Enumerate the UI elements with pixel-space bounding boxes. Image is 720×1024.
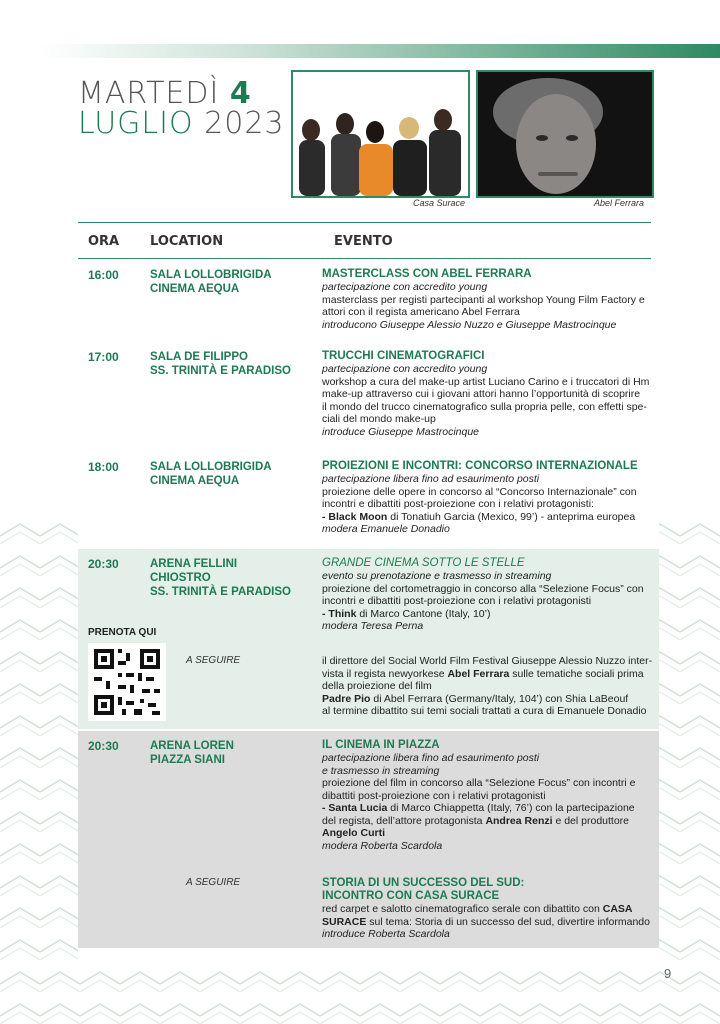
event-time: 18:00 — [88, 460, 119, 474]
caption-abel-ferrara: Abel Ferrara — [594, 198, 645, 208]
event-details — [322, 739, 658, 852]
event-title: MASTERCLASS CON ABEL FERRARA — [322, 268, 532, 280]
event-desc: vista il regista newyorkese — [322, 667, 448, 680]
event-host: introduce Roberta Scardola — [322, 928, 450, 940]
event-host: introduce Giuseppe Mastrocinque — [322, 425, 480, 438]
portrait-illustration — [478, 72, 652, 196]
qr-code[interactable] — [88, 643, 166, 721]
event-desc: del regista, dell’attore protagonista — [322, 814, 486, 827]
location-line: SALA LOLLOBRIGIDA — [150, 461, 272, 473]
event-host: modera Emanuele Donadio — [322, 523, 450, 535]
location-line: CHIOSTRO — [150, 572, 211, 584]
event-details — [322, 460, 658, 536]
photo-abel-ferrara — [476, 70, 654, 198]
location-line: SS. TRINITÀ E PARADISO — [150, 586, 291, 598]
event-desc: incontri e dibattiti post-proiezione con i relativi protagonisti — [322, 595, 592, 607]
page-title-month — [78, 106, 285, 141]
event-desc: al termine dibattito sui temi sociali trattati a cura di Emanuele Donadio — [322, 705, 647, 717]
event-host: modera Roberta Scardola — [322, 839, 443, 852]
event-location — [150, 268, 272, 296]
event-details — [322, 557, 658, 633]
event-row — [78, 460, 659, 546]
event-location — [150, 557, 291, 599]
event-title: INCONTRO CON CASA SURACE — [322, 890, 500, 902]
event-host: modera Teresa Perna — [322, 620, 424, 632]
caption-casa-surace: Casa Surace — [413, 198, 466, 208]
event-desc: e del produttore — [552, 814, 630, 827]
month-word: LUGLIO — [78, 106, 194, 141]
guest-name: Abel Ferrara — [447, 667, 510, 680]
event-row — [78, 268, 659, 342]
film-info: di Marco Cantone (Italy, 10’) — [356, 607, 491, 620]
guest-name: Angelo Curti — [322, 827, 385, 839]
event-access: evento su prenotazione e trasmesso in streaming — [322, 570, 552, 582]
location-line: SALA DE FILIPPO — [150, 351, 248, 363]
a-seguire-label: A SEGUIRE — [186, 877, 241, 888]
event-time: 16:00 — [88, 268, 119, 282]
event-desc: sulle tematiche sociali prima — [509, 667, 644, 680]
event-desc: red carpet e salotto cinematografico serale con dibattito con — [322, 903, 603, 915]
film-title: Padre Pio — [322, 692, 371, 705]
event-desc: attori con il regista americano Abel Ferrara — [322, 306, 520, 318]
event-followup — [322, 655, 658, 718]
qr-code-icon — [88, 643, 166, 721]
prenota-label: PRENOTA QUI — [88, 627, 157, 638]
event-access: partecipazione libera fino ad esaurimento posti — [322, 752, 540, 764]
location-line: ARENA FELLINI — [150, 558, 238, 570]
event-location — [150, 739, 234, 767]
event-title: PROIEZIONI E INCONTRI: CONCORSO INTERNAZIONALE — [322, 460, 638, 472]
event-desc: ciali del mondo make-up — [322, 413, 436, 425]
event-title: STORIA DI UN SUCCESSO DEL SUD: — [322, 877, 525, 889]
event-time: 17:00 — [88, 350, 119, 364]
guest-name: Andrea Renzi — [485, 814, 553, 827]
guest-name: CASA — [602, 903, 633, 915]
event-location — [150, 460, 272, 488]
event-desc: proiezione delle opere in concorso al “Concorso Internazionale” con — [322, 485, 637, 498]
event-title: GRANDE CINEMA SOTTO LE STELLE — [322, 557, 525, 569]
event-time: 20:30 — [88, 739, 119, 753]
event-access: partecipazione libera fino ad esaurimento posti — [322, 473, 540, 485]
page-title-day: MARTEDÌ 4 — [78, 76, 252, 111]
a-seguire-label: A SEGUIRE — [186, 655, 241, 666]
event-row-highlighted — [78, 549, 659, 729]
event-location — [150, 350, 291, 378]
year: 2023 — [204, 106, 285, 141]
film-info: di Abel Ferrara (Germany/Italy, 104’) con Shia LaBeouf — [370, 692, 629, 705]
event-desc: proiezione del cortometraggio in concorso alla “Selezione Focus” con — [322, 582, 644, 595]
location-line: SS. TRINITÀ E PARADISO — [150, 365, 291, 377]
event-desc: incontri e dibattiti post-proiezione con i relativi protagonisti: — [322, 498, 594, 510]
column-header-evento: EVENTO — [334, 234, 393, 249]
event-row — [78, 350, 659, 450]
event-desc: il direttore del Social World Film Festival Giuseppe Alessio Nuzzo inter- — [322, 655, 653, 667]
film-title: - Santa Lucia — [322, 802, 388, 814]
decorative-top-bar — [40, 44, 720, 58]
event-desc: masterclass per registi partecipanti al workshop Young Film Factory e — [322, 293, 645, 306]
location-line: ARENA LOREN — [150, 740, 234, 752]
event-desc: il mondo del trucco cinematografico sulla propria pelle, con effetti spe- — [322, 400, 647, 413]
event-host: introducono Giuseppe Alessio Nuzzo e Giuseppe Mastrocinque — [322, 318, 617, 331]
event-title: TRUCCHI CINEMATOGRAFICI — [322, 350, 485, 362]
event-followup — [322, 877, 658, 941]
guest-name: SURACE — [322, 915, 367, 928]
event-desc: sul tema: Storia di un successo del sud, divertire informando — [366, 915, 650, 928]
group-photo-illustration — [293, 72, 468, 196]
film-title: - Black Moon — [322, 510, 388, 523]
event-desc: proiezione del film in concorso alla “Selezione Focus” con incontri e — [322, 777, 636, 789]
event-details — [322, 268, 658, 331]
film-title: - Think — [322, 607, 357, 620]
event-desc: dibattiti post-proiezione con i relativi protagonisti — [322, 789, 546, 802]
event-desc: della proiezione del film — [322, 680, 432, 692]
event-desc: make-up attraverso cui i giovani attori hanno l’opportunità di scoprire — [322, 388, 641, 400]
location-line: CINEMA AEQUA — [150, 283, 240, 295]
event-access: partecipazione con accredito young — [322, 363, 488, 375]
location-line: CINEMA AEQUA — [150, 475, 240, 487]
event-access: partecipazione con accredito young — [322, 281, 488, 293]
event-details — [322, 350, 658, 438]
film-info: di Tonatiuh Garcia (Mexico, 99’) - anteprima europea — [387, 510, 636, 523]
photo-casa-surace — [291, 70, 470, 198]
column-header-location: LOCATION — [150, 234, 224, 249]
event-title: IL CINEMA IN PIAZZA — [322, 739, 440, 751]
film-info: di Marco Chiappetta (Italy, 76’) con la partecipazione — [387, 802, 635, 814]
column-header-ora: ORA — [88, 234, 120, 249]
event-time: 20:30 — [88, 557, 119, 571]
header-top-rule — [78, 222, 651, 223]
page-number: 9 — [664, 966, 672, 981]
header-bottom-rule — [78, 258, 651, 259]
location-line: SALA LOLLOBRIGIDA — [150, 269, 272, 281]
event-access: e trasmesso in streaming — [322, 764, 440, 777]
event-desc: workshop a cura del make-up artist Luciano Carino e i truccatori di Hm — [322, 375, 650, 388]
location-line: PIAZZA SIANI — [150, 754, 225, 766]
event-row-highlighted — [78, 731, 659, 948]
